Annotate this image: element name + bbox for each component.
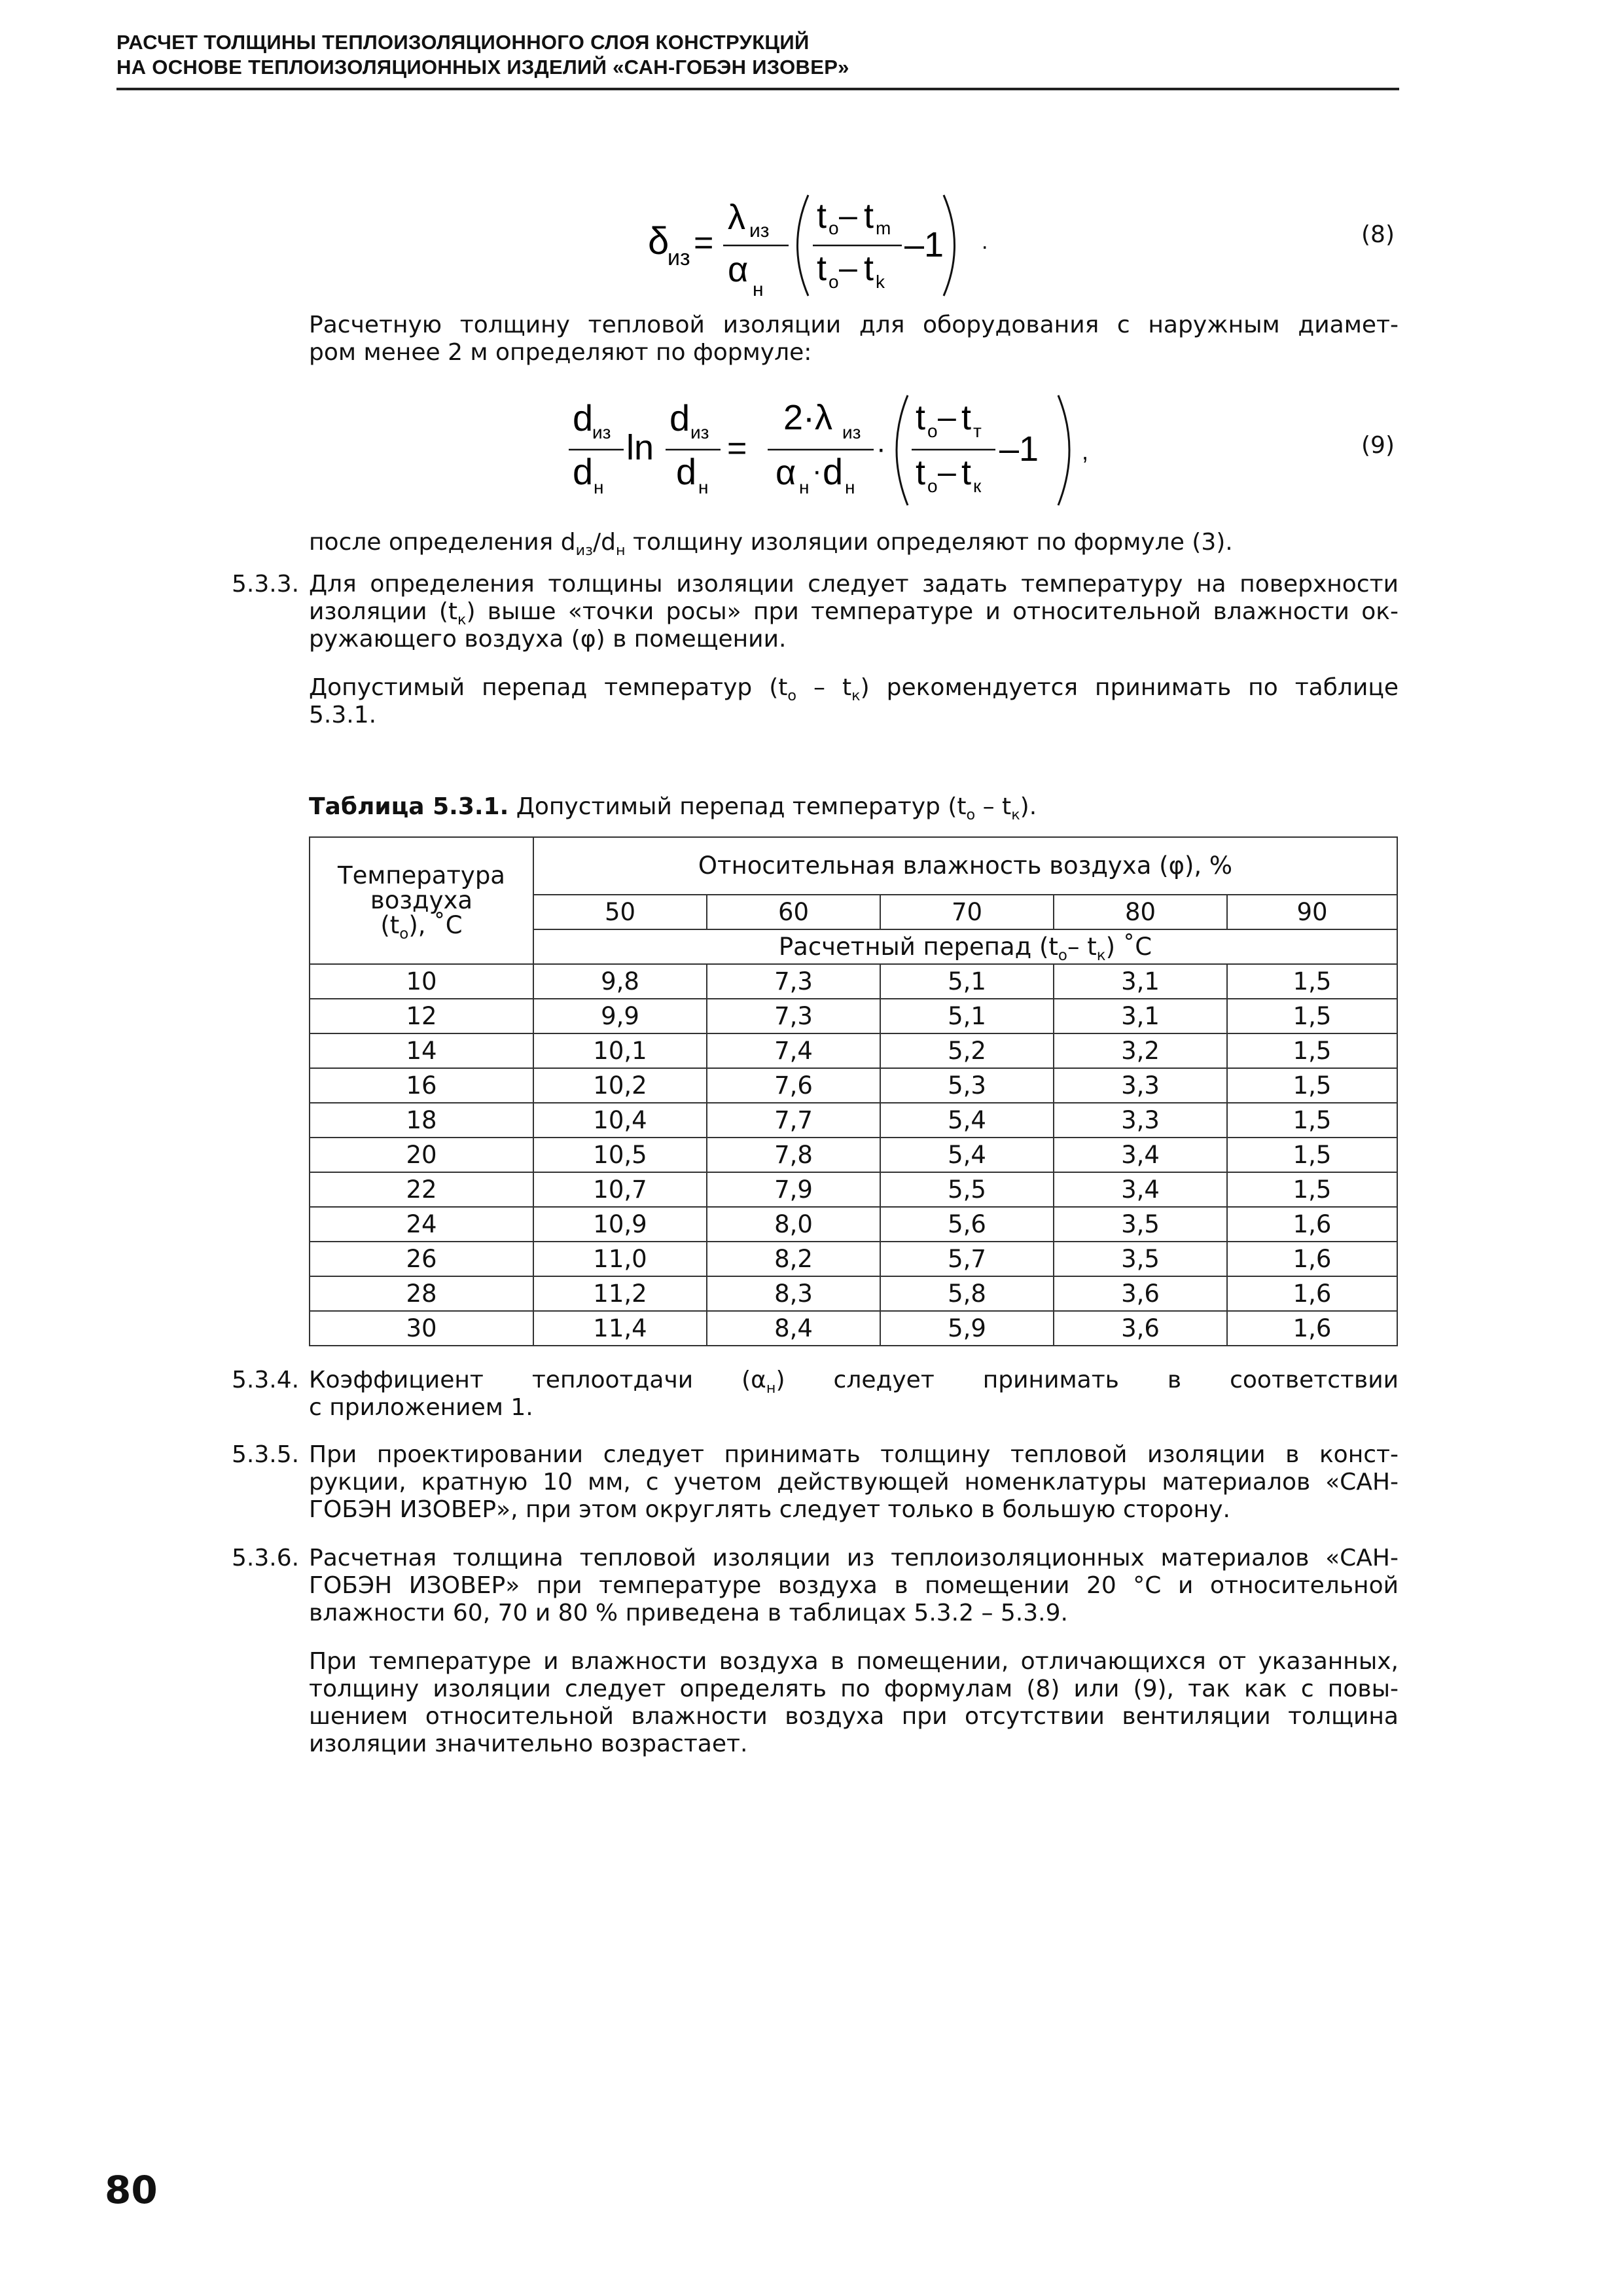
f9-d-iz-sub: из [592, 422, 611, 442]
difference-cell: 1,5 [1227, 1068, 1397, 1103]
f9-minus: – [938, 399, 956, 435]
text-run: Допустимый перепад температур (t [508, 793, 967, 820]
row-header-line: воздуха [370, 886, 473, 914]
subscript: к [1011, 806, 1020, 823]
f8-t-k: t [864, 249, 874, 288]
f9-minus-one: –1 [999, 429, 1039, 469]
temperature-cell: 12 [310, 999, 533, 1033]
difference-cell: 1,6 [1227, 1311, 1397, 1346]
difference-cell: 7,3 [707, 964, 880, 999]
difference-cell: 3,6 [1054, 1276, 1227, 1311]
difference-cell: 3,6 [1054, 1311, 1227, 1346]
table-row [310, 1276, 1397, 1311]
subscript: к [851, 687, 861, 704]
subscript: о [1058, 946, 1067, 964]
f9-t-t-sub: т [973, 421, 982, 441]
table-row [310, 1033, 1397, 1068]
row-header-line: Температура [337, 861, 505, 889]
paragraph-line: рукции, кратную 10 мм, с учетом действующей номенклатуры материалов «САН- [309, 1469, 1399, 1496]
f8-lambda: λ [728, 198, 745, 237]
table-row [310, 999, 1397, 1033]
f9-d-n-3-sub: н [845, 477, 855, 497]
f9-eq: = [727, 429, 747, 467]
difference-cell: 7,4 [707, 1033, 880, 1068]
temperature-cell: 18 [310, 1103, 533, 1138]
text-run: ) выше «точки росы» при температуре и относительной влажности ок- [466, 598, 1399, 625]
section-number-535: 5.3.5. [232, 1441, 300, 1468]
after9-text: после определения d [309, 529, 576, 556]
difference-cell: 1,6 [1227, 1242, 1397, 1276]
header-line-2: НА ОСНОВЕ ТЕПЛОИЗОЛЯЦИОННЫХ ИЗДЕЛИЙ «САН-ГОБЭН ИЗОВЕР» [116, 56, 849, 79]
difference-cell: 10,4 [533, 1103, 707, 1138]
f8-lambda-sub: из [749, 220, 770, 242]
after9-text: /d [592, 529, 616, 556]
humidity-60: 60 [707, 895, 880, 929]
f9-d-n-sub: н [594, 477, 604, 497]
table-caption [309, 793, 1399, 821]
f8-t-m-sub: m [876, 218, 891, 238]
paragraph-line: Расчетную толщину тепловой изоляции для оборудования с наружным диамет- [309, 312, 1399, 338]
difference-cell: 3,2 [1054, 1033, 1227, 1068]
temperature-cell: 30 [310, 1311, 533, 1346]
text-run: Допустимый перепад температур (t [309, 674, 788, 701]
paragraph-line: Расчетная толщина тепловой изоляции из теплоизоляционных материалов «САН- [309, 1545, 1399, 1571]
calc-difference-header [533, 929, 1397, 964]
table-row [310, 1311, 1397, 1346]
paragraph-line: При проектировании следует принимать толщину тепловой изоляции в конст- [309, 1441, 1399, 1468]
table-row [310, 1138, 1397, 1172]
temperature-cell: 24 [310, 1207, 533, 1242]
f8-right-paren [944, 195, 955, 296]
paragraph-line: влажности 60, 70 и 80 % приведена в таблицах 5.3.2 – 5.3.9. [309, 1600, 1068, 1626]
after9-sub: из [575, 541, 593, 559]
text-run: ) следует принимать в соответствии [776, 1367, 1399, 1393]
table-row [310, 1207, 1397, 1242]
f8-left-paren [798, 195, 809, 296]
paragraph-line: При температуре и влажности воздуха в помещении, отличающихся от указанных, [309, 1648, 1399, 1675]
difference-cell: 5,6 [880, 1207, 1054, 1242]
text-run: изоляции (t [309, 598, 457, 625]
difference-cell: 1,5 [1227, 999, 1397, 1033]
f9-dot: · [812, 455, 822, 487]
difference-cell: 1,6 [1227, 1207, 1397, 1242]
paragraph-line: ружающего воздуха (φ) в помещении. [309, 626, 787, 653]
difference-cell: 10,5 [533, 1138, 707, 1172]
f9-d-n-3: d [823, 451, 844, 492]
table-row [310, 1172, 1397, 1207]
f9-d-n-2-sub: н [698, 477, 709, 497]
difference-cell: 5,8 [880, 1276, 1054, 1311]
section-number-536: 5.3.6. [232, 1545, 300, 1571]
temperature-difference-table [309, 836, 1398, 1346]
section-536-text [309, 1545, 1399, 1627]
text-run: ) рекомендуется принимать по таблице [860, 674, 1399, 701]
paragraph-line: шением относительной влажности воздуха при отсутствии вентиляции толщина [309, 1703, 1399, 1730]
humidity-50: 50 [533, 895, 707, 929]
f9-t-o-den-sub: о [927, 476, 938, 496]
table-row [310, 1242, 1397, 1276]
table-caption-label: Таблица 5.3.1. [309, 793, 509, 820]
text-run: – t [975, 793, 1012, 820]
f9-comma: , [1082, 438, 1089, 465]
difference-cell: 8,2 [707, 1242, 880, 1276]
f9-ln: ln [626, 428, 654, 467]
f9-alpha: α [776, 453, 796, 492]
after9-text: толщину изоляции определяют по формуле (3). [625, 529, 1233, 556]
difference-cell: 5,4 [880, 1103, 1054, 1138]
difference-cell: 1,5 [1227, 1172, 1397, 1207]
temperature-cell: 22 [310, 1172, 533, 1207]
f8-t-o-den: t [817, 249, 827, 288]
difference-cell: 11,4 [533, 1311, 707, 1346]
text-run: (t [380, 911, 400, 939]
humidity-70: 70 [880, 895, 1054, 929]
difference-cell: 10,2 [533, 1068, 707, 1103]
difference-cell: 5,1 [880, 964, 1054, 999]
difference-cell: 10,9 [533, 1207, 707, 1242]
f8-t-o-sub: o [829, 218, 839, 238]
difference-cell: 1,6 [1227, 1276, 1397, 1311]
difference-cell: 5,3 [880, 1068, 1054, 1103]
difference-cell: 3,3 [1054, 1068, 1227, 1103]
equation-number-9: (9) [1361, 432, 1395, 459]
subscript: о [399, 925, 409, 943]
difference-cell: 3,1 [1054, 999, 1227, 1033]
humidity-90: 90 [1227, 895, 1397, 929]
humidity-80: 80 [1054, 895, 1227, 929]
f9-d-n-2: d [676, 451, 697, 492]
section-533-text [309, 571, 1399, 653]
subscript: н [766, 1379, 776, 1397]
difference-cell: 3,4 [1054, 1138, 1227, 1172]
f9-t-o: t [916, 398, 926, 437]
text-run: ), ˚С [408, 911, 463, 939]
difference-cell: 8,0 [707, 1207, 880, 1242]
difference-cell: 8,3 [707, 1276, 880, 1311]
paragraph-line: ГОБЭН ИЗОВЕР» при температуре воздуха в помещении 20 °С и относительной [309, 1572, 1399, 1599]
f8-t-k-sub: k [876, 272, 885, 292]
f9-dot-2: · [876, 433, 886, 465]
f8-minus-one: –1 [904, 225, 944, 264]
difference-cell: 7,6 [707, 1068, 880, 1103]
subscript: о [966, 806, 976, 823]
paragraph-line: ром менее 2 м определяют по формуле: [309, 339, 812, 366]
difference-cell: 3,4 [1054, 1172, 1227, 1207]
header-rule [116, 88, 1399, 90]
text-run: ). [1020, 793, 1037, 820]
paragraph-line: толщину изоляции следует определять по формулам (8) или (9), так как с повы- [309, 1676, 1399, 1702]
section-535-text [309, 1441, 1399, 1524]
row-header-line [310, 911, 533, 943]
difference-cell: 7,7 [707, 1103, 880, 1138]
f8-delta: δ [648, 220, 669, 262]
temperature-cell: 26 [310, 1242, 533, 1276]
difference-cell: 5,4 [880, 1138, 1054, 1172]
text-run: Коэффициент теплоотдачи (α [309, 1367, 766, 1393]
difference-cell: 3,3 [1054, 1103, 1227, 1138]
f9-t-o-sub: о [927, 421, 938, 441]
difference-cell: 1,5 [1227, 964, 1397, 999]
paragraph-line: с приложением 1. [309, 1394, 533, 1421]
section-number-534: 5.3.4. [232, 1367, 300, 1393]
f9-t-k: t [961, 453, 972, 492]
f9-d-iz-2-sub: из [690, 422, 709, 442]
f8-eq: = [694, 224, 714, 262]
temperature-cell: 28 [310, 1276, 533, 1311]
f8-period: . [982, 229, 988, 254]
f9-two-lambda: 2·λ [783, 398, 833, 437]
difference-cell: 1,5 [1227, 1103, 1397, 1138]
difference-cell: 5,5 [880, 1172, 1054, 1207]
paragraph-diameter [309, 312, 1399, 367]
difference-cell: 3,5 [1054, 1207, 1227, 1242]
difference-cell: 5,2 [880, 1033, 1054, 1068]
difference-cell: 10,1 [533, 1033, 707, 1068]
paragraph-line [309, 674, 1399, 702]
f8-t-o: t [817, 196, 827, 236]
difference-cell: 11,0 [533, 1242, 707, 1276]
f9-t-k-sub: к [973, 476, 982, 496]
text-run: ) ˚С [1105, 932, 1152, 961]
table-row [310, 1103, 1397, 1138]
subscript: к [457, 611, 467, 628]
paragraph-line: изоляции значительно возрастает. [309, 1731, 748, 1757]
section-number-533: 5.3.3. [232, 571, 300, 598]
table-row [310, 1068, 1397, 1103]
difference-cell: 7,3 [707, 999, 880, 1033]
formula-8 [641, 183, 1008, 308]
section-533-para2 [309, 674, 1399, 729]
paragraph-line: 5.3.1. [309, 702, 377, 728]
f8-minus-den: – [839, 249, 857, 286]
paragraph-after-9 [309, 529, 1399, 559]
f8-t-o-den-sub: o [829, 272, 839, 292]
difference-cell: 5,9 [880, 1311, 1054, 1346]
f9-t-o-den: t [916, 453, 926, 492]
section-536-para2 [309, 1648, 1399, 1758]
equation-number-8: (8) [1361, 221, 1395, 248]
difference-cell: 5,1 [880, 999, 1054, 1033]
subscript: о [787, 687, 797, 704]
difference-cell: 11,2 [533, 1276, 707, 1311]
f8-t-m: t [864, 196, 874, 236]
f9-minus-den: – [938, 454, 956, 490]
difference-cell: 8,4 [707, 1311, 880, 1346]
row-header-cell [310, 837, 533, 964]
f9-d-iz: d [573, 397, 594, 439]
difference-cell: 10,7 [533, 1172, 707, 1207]
f8-delta-sub: из [668, 245, 690, 270]
difference-cell: 7,8 [707, 1138, 880, 1172]
header-line-1: РАСЧЕТ ТОЛЩИНЫ ТЕПЛОИЗОЛЯЦИОННОГО СЛОЯ КОНСТРУКЦИЙ [116, 31, 810, 54]
after9-sub: н [615, 541, 626, 559]
f9-right-paren [1058, 395, 1069, 505]
paragraph-line [309, 1367, 1399, 1397]
temperature-cell: 16 [310, 1068, 533, 1103]
text-run: Расчетный перепад (t [778, 932, 1058, 961]
table-header-row [310, 837, 1397, 895]
temperature-cell: 20 [310, 1138, 533, 1172]
f8-alpha-sub: н [753, 279, 764, 300]
f9-left-paren [897, 395, 908, 505]
f9-d-n: d [573, 451, 594, 492]
difference-cell: 3,1 [1054, 964, 1227, 999]
formula-9 [560, 386, 1103, 517]
f9-t-t: t [961, 398, 972, 437]
difference-cell: 3,5 [1054, 1242, 1227, 1276]
f8-alpha: α [728, 250, 749, 289]
f8-minus: – [839, 197, 857, 234]
running-header [116, 30, 1399, 80]
paragraph-line [309, 598, 1399, 626]
difference-cell: 1,5 [1227, 1033, 1397, 1068]
f9-d-iz-2: d [669, 397, 690, 439]
paragraph-line: ГОБЭН ИЗОВЕР», при этом округлять следует только в большую сторону. [309, 1496, 1230, 1523]
humidity-group-header: Относительная влажность воздуха (φ), % [533, 837, 1397, 895]
paragraph-line: Для определения толщины изоляции следует задать температуру на поверхности [309, 571, 1399, 598]
difference-cell: 1,5 [1227, 1138, 1397, 1172]
difference-cell: 9,8 [533, 964, 707, 999]
difference-cell: 9,9 [533, 999, 707, 1033]
difference-cell: 5,7 [880, 1242, 1054, 1276]
table-row [310, 964, 1397, 999]
difference-cell: 7,9 [707, 1172, 880, 1207]
temperature-cell: 14 [310, 1033, 533, 1068]
f9-alpha-sub: н [799, 477, 810, 497]
page-number: 80 [105, 2168, 158, 2212]
text-run: – t [796, 674, 852, 701]
temperature-cell: 10 [310, 964, 533, 999]
section-534-text [309, 1367, 1399, 1422]
subscript: к [1096, 946, 1106, 964]
f9-lambda-sub: из [842, 422, 861, 442]
text-run: – t [1067, 932, 1097, 961]
